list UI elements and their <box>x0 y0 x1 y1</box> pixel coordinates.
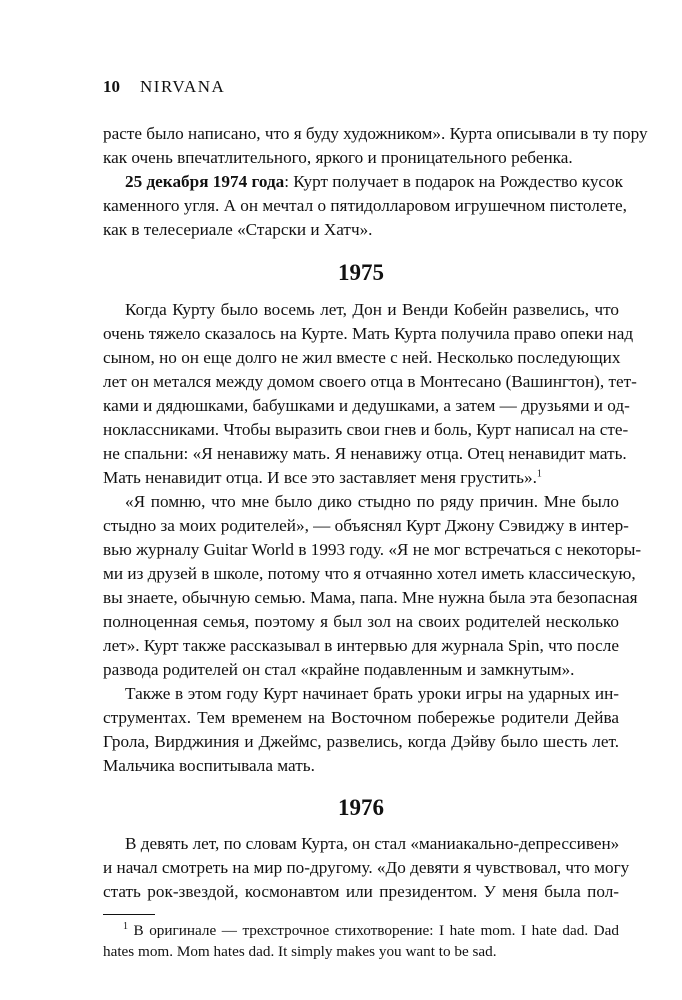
body-line-text: Мать ненавидит отца. И все это заставляет меня грустить». <box>103 468 537 487</box>
body-line: лет он метался между домом своего отца в Монтесано (Вашингтон), тет- <box>103 372 637 391</box>
footnote-text: В оригинале — трехстрочное стихотворение: I hate mom. I hate dad. Dad <box>128 922 619 939</box>
footnote-reference: 1 <box>536 468 542 480</box>
body-line: расте было написано, что я буду художником». Курта описывали в ту пору <box>103 124 648 143</box>
running-title: NIRVANA <box>140 77 226 96</box>
body-line: Когда Курту было восемь лет, Дон и Венди Кобейн развелись, что <box>125 300 619 319</box>
page-number: 10 <box>103 77 120 96</box>
footnote-divider <box>103 914 155 915</box>
body-line: как очень впечатлительного, яркого и проницательного ребенка. <box>103 148 573 167</box>
body-line: как в телесериале «Старски и Хатч». <box>103 220 373 239</box>
body-line: не спальни: «Я ненавижу мать. Я ненавижу отца. Отец ненавидит мать. <box>103 444 627 463</box>
body-line: Грола, Вирджиния и Джеймс, развелись, когда Дэйву было шесть лет. <box>103 732 619 751</box>
footnote-line: hates mom. Mom hates dad. It simply makes you want to be sad. <box>103 943 497 960</box>
body-line: сыном, но он еще долго не жил вместе с ней. Несколько последующих <box>103 348 621 367</box>
body-line: очень тяжело сказалось на Курте. Мать Курта получила право опеки над <box>103 324 634 343</box>
book-page <box>103 0 648 1000</box>
body-line: струментах. Тем временем на Восточном побережье родители Дейва <box>103 708 619 727</box>
body-line: полноценная семья, поэтому я был зол на своих родителей несколько <box>103 612 619 631</box>
running-head <box>103 76 225 98</box>
body-line: ками и дядюшками, бабушками и дедушками, а затем — друзьями и од- <box>103 396 630 415</box>
body-line: стыдно за моих родителей», — объяснял Курт Джону Сэвиджу в интер- <box>103 516 629 535</box>
date-entry-date: 25 декабря 1974 года <box>125 172 285 191</box>
body-line: стать рок-звездой, космонавтом или президентом. У меня была пол- <box>103 882 619 901</box>
footnote-number: 1 <box>123 920 128 932</box>
body-line: вы знаете, обычную семью. Мама, папа. Мне нужна была эта безопасная <box>103 588 638 607</box>
body-line: «Я помню, что мне было дико стыдно по ряду причин. Мне было <box>125 492 619 511</box>
body-line: ноклассниками. Чтобы выразить свои гнев и боль, Курт написал на сте- <box>103 420 629 439</box>
body-line: развода родителей он стал «крайне подавленным и замкнутым». <box>103 660 575 679</box>
body-line: лет». Курт также рассказывал в интервью для журнала Spin, что после <box>103 636 619 655</box>
date-entry-line <box>125 170 624 194</box>
date-entry-text: : Курт получает в подарок на Рождество кусок <box>284 172 624 191</box>
body-line <box>103 466 619 490</box>
body-line: каменного угля. А он мечтал о пятидолларовом игрушечном пистолете, <box>103 196 627 215</box>
body-line: Также в этом году Курт начинает брать уроки игры на ударных ин- <box>125 684 619 703</box>
year-heading-1976: 1976 <box>338 795 384 820</box>
footnote-line <box>123 920 619 941</box>
body-line: и начал смотреть на мир по-другому. «До девяти я чувствовал, что могу <box>103 858 630 877</box>
body-line: В девять лет, по словам Курта, он стал «маниакально-депрессивен» <box>125 834 620 853</box>
body-line: ми из друзей в школе, потому что я отчаянно хотел иметь классическую, <box>103 564 636 583</box>
body-line: Мальчика воспитывала мать. <box>103 756 315 775</box>
year-heading-1975: 1975 <box>338 260 384 285</box>
body-line: вью журналу Guitar World в 1993 году. «Я не мог встречаться с некоторы- <box>103 540 642 559</box>
